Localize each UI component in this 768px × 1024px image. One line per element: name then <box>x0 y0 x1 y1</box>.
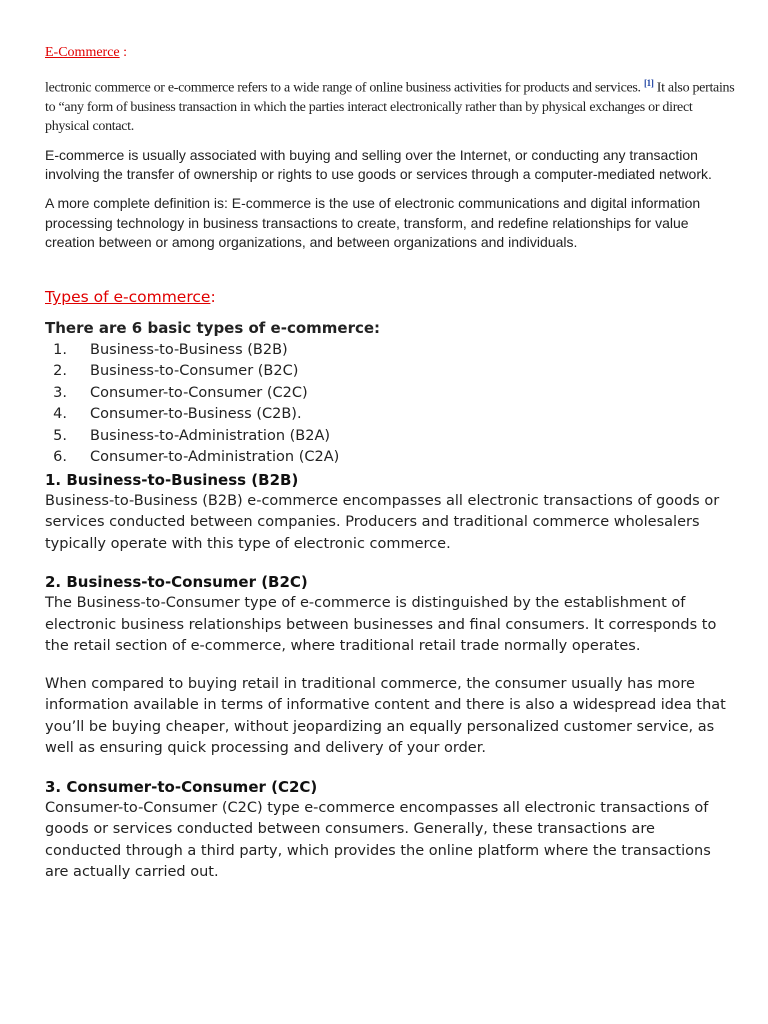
list-item <box>45 383 735 405</box>
list-label: Business-to-Business (B2B) <box>90 341 288 358</box>
intro-text-b: It also pertains to “any form of business transaction in which the parties interact electronically rather than by physical exchanges or direct physical contact. <box>45 80 735 134</box>
section-b2c <box>45 571 735 760</box>
list-item <box>45 426 735 448</box>
list-label: Business-to-Consumer (B2C) <box>90 363 299 380</box>
intro-text-a: lectronic commerce or e-commerce refers to a wide range of online business activities for products and services. <box>45 80 644 96</box>
list-label: Consumer-to-Administration (C2A) <box>90 449 340 466</box>
intro-paragraph <box>45 74 735 136</box>
types-heading <box>45 288 735 306</box>
section-paragraph: When compared to buying retail in traditional commerce, the consumer usually has more information available in terms of informative content and there is also a widespread idea that you’ll be buying cheaper, without jeopardizing an equally personalized customer service, as well as ensuring quick processing and delivery of your order. <box>45 675 726 757</box>
list-item <box>45 447 735 469</box>
section-paragraph: The Business-to-Consumer type of e-commerce is distinguished by the establishment of electronic business relationships between businesses and final consumers. It corresponds to the retail section of e-commerce, where traditional retail trade normally operates. <box>45 595 717 655</box>
list-item <box>45 404 735 426</box>
list-number: 6. <box>53 449 67 466</box>
list-label: Business-to-Administration (B2A) <box>90 427 331 444</box>
list-item <box>45 361 735 383</box>
types-intro: There are 6 basic types of e-commerce: <box>45 319 381 338</box>
section-heading: 1. Business-to-Business (B2B) <box>45 470 299 489</box>
list-number: 4. <box>53 406 67 423</box>
section-paragraph: Consumer-to-Consumer (C2C) type e-commerce encompasses all electronic transactions of goods or services conducted between consumers. Generally, these transactions are conducted through a third party, which provides the online platform where the transactions are actually carried out. <box>45 799 711 881</box>
paragraph-association: E-commerce is usually associated with buying and selling over the Internet, or conducting any transaction involving the transfer of ownership or rights to use goods or services through a computer-mediated network. <box>45 146 712 182</box>
citation-link[interactable]: [1] <box>643 78 654 88</box>
section-heading: 2. Business-to-Consumer (B2C) <box>45 573 308 592</box>
types-heading-suffix: : <box>210 288 216 307</box>
ecommerce-title <box>45 45 735 61</box>
section-c2c <box>45 776 735 884</box>
document-page <box>45 45 735 884</box>
title-suffix: : <box>119 45 128 60</box>
section-heading: 3. Consumer-to-Consumer (C2C) <box>45 777 318 796</box>
list-number: 1. <box>53 341 67 358</box>
list-label: Consumer-to-Consumer (C2C) <box>90 384 308 401</box>
list-number: 5. <box>53 427 67 444</box>
section-b2b <box>45 469 735 556</box>
list-label: Consumer-to-Business (C2B). <box>90 406 302 423</box>
paragraph-definition: A more complete definition is: E-commerce is the use of electronic communications and digital information processing technology in business transactions to create, transform, and redefine relationships for value creation between or among organizations, and between organizations and individuals. <box>45 195 701 250</box>
types-list <box>45 340 735 469</box>
list-item <box>45 340 735 362</box>
list-number: 3. <box>53 384 67 401</box>
list-number: 2. <box>53 363 67 380</box>
section-paragraph: Business-to-Business (B2B) e-commerce encompasses all electronic transactions of goods or services conducted between companies. Producers and traditional commerce wholesalers typically operate with this type of electronic commerce. <box>45 492 720 552</box>
types-heading-text: Types of e-commerce <box>45 288 211 307</box>
title-text: E-Commerce <box>45 45 120 60</box>
